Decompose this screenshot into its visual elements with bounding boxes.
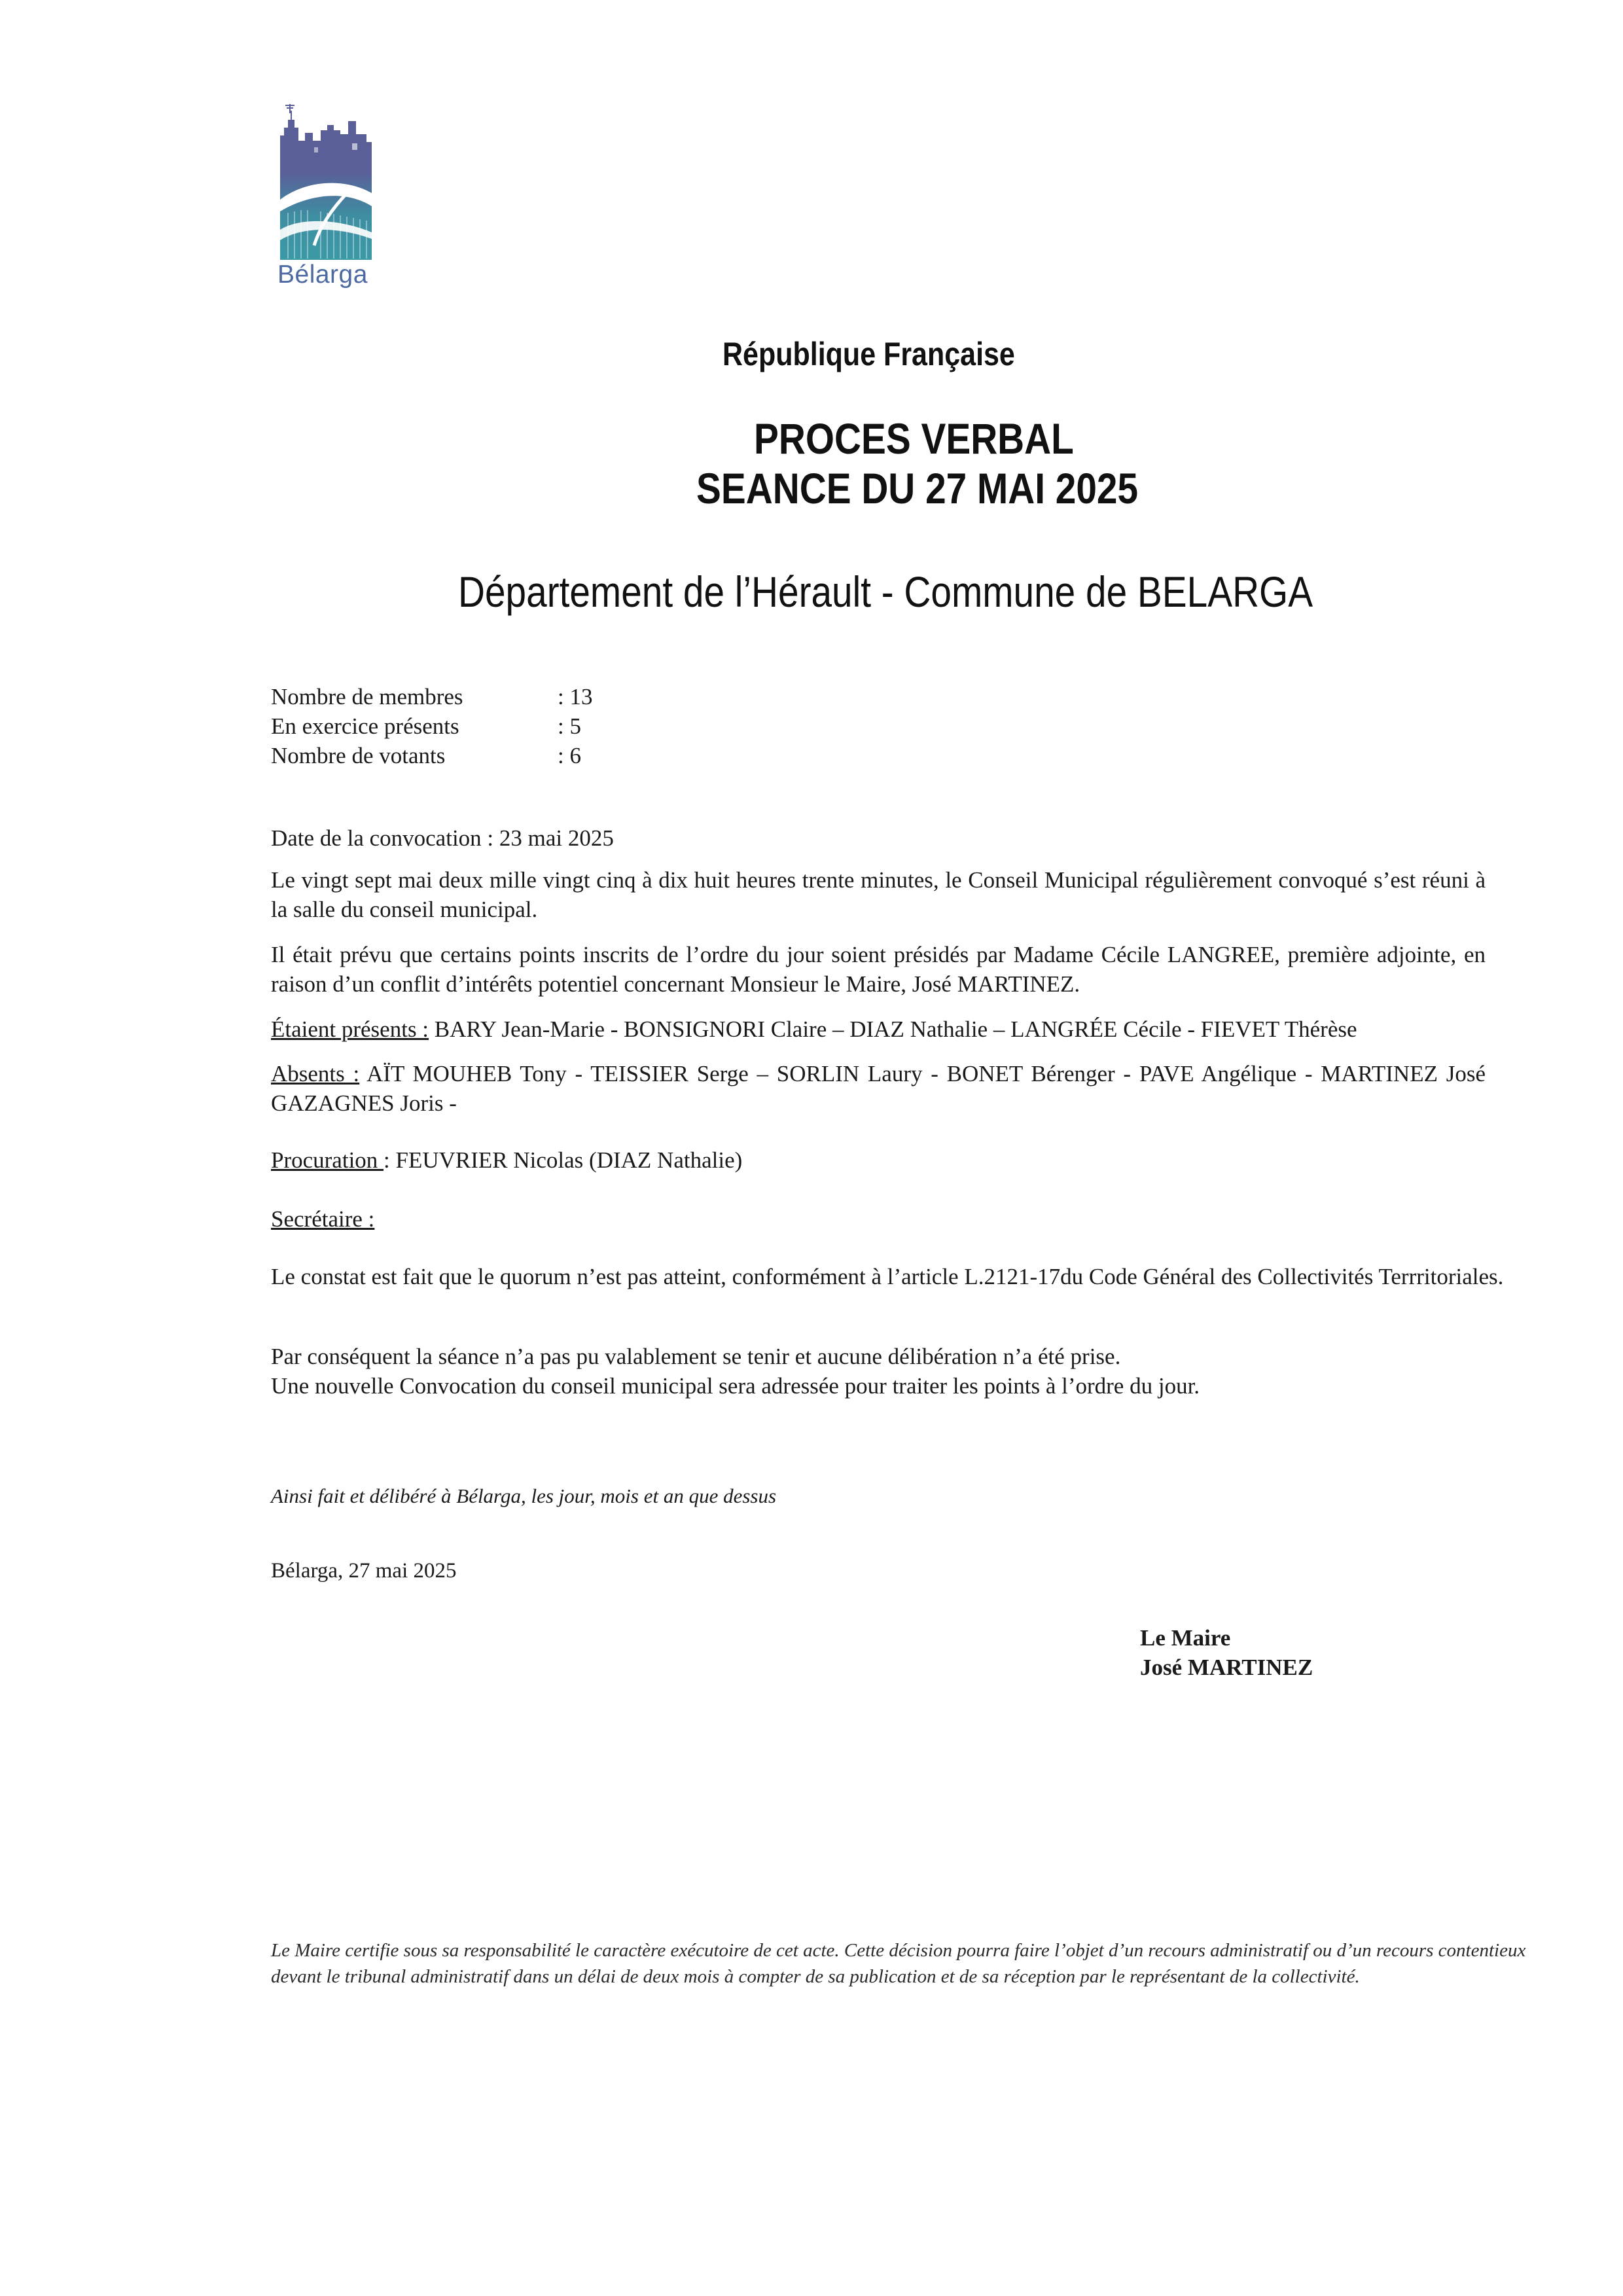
membership-stats (271, 682, 637, 770)
signatory-title: Le Maire (1140, 1625, 1231, 1651)
presents-label: Étaient présents : (271, 1016, 429, 1042)
secretary-label: Secrétaire : (271, 1206, 375, 1232)
stat-value: : 6 (558, 743, 581, 768)
session-date-title: SEANCE DU 27 MAI 2025 (696, 464, 1139, 512)
procuration-label: Procuration (271, 1147, 384, 1173)
signature-block (1140, 1623, 1313, 1682)
place-date: Bélarga, 27 mai 2025 (271, 1559, 457, 1583)
consequence-paragraph (271, 1342, 1200, 1401)
closing-formula: Ainsi fait et délibéré à Bélarga, les jour, mois et an que dessus (271, 1484, 777, 1507)
signatory-name: José MARTINEZ (1140, 1655, 1313, 1680)
document-title: PROCES VERBAL (754, 414, 1074, 463)
stat-row (271, 682, 637, 711)
stat-row (271, 711, 637, 741)
stat-value: : 5 (558, 713, 581, 739)
department-heading: Département de l’Hérault - Commune de BELARGA (458, 567, 1313, 616)
quorum-paragraph: Le constat est fait que le quorum n’est pas atteint, conformément à l’article L.2121-17du Code Général des Collectivités Terrritoriales. (271, 1264, 1504, 1289)
intro-paragraph: Le vingt sept mai deux mille vingt cinq à dix huit heures trente minutes, le Conseil Municipal régulièrement convoqué s’est réuni à la salle du conseil municipal. (271, 867, 1486, 922)
presents-line (271, 1014, 1357, 1044)
republic-heading: République Française (722, 336, 1015, 372)
absents-list: AÏT MOUHEB Tony - TEISSIER Serge – SORLIN Laury - BONET Bérenger - PAVE Angélique - MARTINEZ José GAZAGNES Joris - (271, 1061, 1486, 1116)
presents-list: BARY Jean-Marie - BONSIGNORI Claire – DIAZ Nathalie – LANGRÉE Cécile - FIEVET Thérèse (429, 1016, 1357, 1042)
consequence-line: Une nouvelle Convocation du conseil municipal sera adressée pour traiter les points à l’ordre du jour. (271, 1373, 1200, 1399)
absents-paragraph (271, 1059, 1486, 1118)
secretary-line (271, 1204, 374, 1234)
presidency-paragraph: Il était prévu que certains points inscrits de l’ordre du jour soient présidés par Madame Cécile LANGREE, première adjointe, en raison d’un conflit d’intérêts potentiel concernant Monsieur le Maire, José MARTINEZ. (271, 942, 1486, 997)
consequence-line: Par conséquent la séance n’a pas pu valablement se tenir et aucune délibération n’a été prise. (271, 1344, 1121, 1369)
village-emblem-icon (275, 101, 380, 265)
logo-wordmark: Bélarga (277, 260, 368, 289)
stat-label: En exercice présents (271, 713, 459, 739)
convocation-date: Date de la convocation : 23 mai 2025 (271, 825, 614, 851)
procuration-line (271, 1145, 742, 1175)
stat-row (271, 741, 637, 770)
absents-label: Absents : (271, 1061, 360, 1086)
stat-value: : 13 (558, 684, 593, 709)
legal-notice: Le Maire certifie sous sa responsabilité le caractère exécutoire de cet acte. Cette décision pourra faire l’objet d’un recours administratif ou d’un recours contentieux devant le tribunal administratif dans un délai de deux mois à compter de sa publication et de sa réception par le représentant de la collectivité. (271, 1940, 1526, 1987)
stat-label: Nombre de votants (271, 743, 446, 768)
stat-label: Nombre de membres (271, 684, 463, 709)
procuration-value: : FEUVRIER Nicolas (DIAZ Nathalie) (383, 1147, 743, 1173)
